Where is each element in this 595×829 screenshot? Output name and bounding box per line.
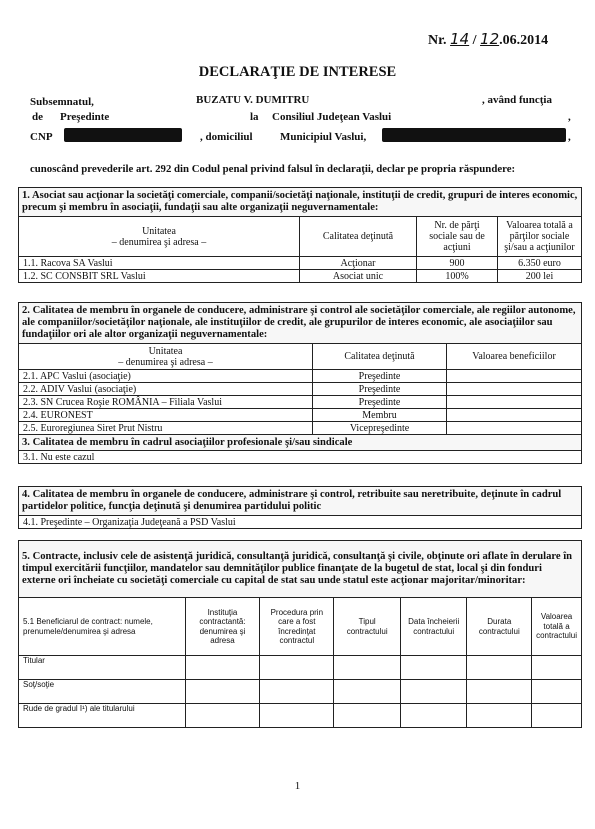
cnp-redaction [64,128,182,142]
subsemnatul-label: Subsemnatul, [30,96,94,108]
table-row [19,383,582,396]
domiciliul-value: Municipiul Vaslui, [280,131,367,143]
la-label: la [250,111,259,123]
s1-quality: Asociat unic [300,270,417,283]
section-4-title: 4. Calitatea de membru în organele de conducere, administrare şi control, retribuite sau neretribuite, deţinute în cadrul partidelor politice, funcţia deţinută şi denumirea partidului politic [19,487,582,516]
s5-col-procedure: Procedura prin care a fost încredinţat contractul [260,598,334,656]
s1-unit: 1.2. SC CONSBIT SRL Vaslui [19,270,300,283]
document-number [428,30,548,49]
s5-col-beneficiary: 5.1 Beneficiarul de contract: numele, prenumele/denumirea şi adresa [19,598,186,656]
address-redaction [382,128,566,142]
s2-quality: Preşedinte [313,396,447,409]
table-row [19,396,582,409]
s2-col-value: Valoarea beneficiilor [447,344,582,370]
document-title: DECLARAŢIE DE INTERESE [198,64,397,80]
table-row [19,422,582,435]
table-row [19,270,582,283]
table-row [19,451,582,464]
comma-2: , [568,131,571,143]
nr-day: 14 [450,30,470,48]
s2-quality: Vicepreşedinte [313,422,447,435]
s5-col-date: Data încheierii contractului [400,598,467,656]
de-label: de [32,111,43,123]
s2-unit: 2.4. EURONEST [19,409,313,422]
s2-col-quality: Calitatea deţinută [313,344,447,370]
intro-statement: cunoscând prevederile art. 292 din Codul penal privind falsul în declaraţii, declar pe propria răspundere: [30,163,516,175]
s1-value: 6.350 euro [498,257,582,270]
section-5-title: 5. Contracte, inclusiv cele de asistenţă juridică, consultanţă juridică, consultanţă şi civile, obţinute ori aflate în derulare în timpul exercitării funcţiilor, mandatelor sau demnităţilor publice finanţate de la bugetul de stat, local şi din fonduri externe ori încheiate cu societăţi comerciale cu capital de stat sau unde statul este acţionar majoritar/minoritar: [19,541,582,598]
s2-unit: 2.3. SN Crucea Roşie ROMÂNIA – Filiala Vaslui [19,396,313,409]
s5-row-label: Soţ/soţie [19,680,186,704]
s2-value [447,422,582,435]
s1-col-shares: Nr. de părţi sociale sau de acţiuni [417,217,498,257]
s2-value [447,383,582,396]
table-row [19,704,582,728]
table-row [19,409,582,422]
s5-row-label: Titular [19,656,186,680]
s3-row: 3.1. Nu este cazul [19,451,582,464]
nr-prefix: Nr. [428,33,447,48]
s2-unit: 2.1. APC Vaslui (asociaţie) [19,370,313,383]
s2-unit: 2.2. ADIV Vaslui (asociaţie) [19,383,313,396]
table-row [19,656,582,680]
declarant-function: Preşedinte [60,111,110,123]
s4-row: 4.1. Preşedinte – Organizaţia Judeţeană a PSD Vaslui [19,516,582,529]
section-2-title: 2. Calitatea de membru în organele de conducere, administrare şi control ale societăţilor comerciale, ale regiilor autonome, ale companiilor/societăţilor naţionale, ale instituţiilor de credit, ale grupurilor de interes economic, ale asociaţiilor sau fundaţiilor ori ale altor organizaţii neguvernamentale: [19,303,582,344]
cnp-label: CNP [30,131,53,143]
domiciliul-label: , domiciliul [200,131,253,143]
nr-sep: / [472,33,477,48]
s2-quality: Preşedinte [313,383,447,396]
s2-col-unit: Unitatea – denumirea şi adresa – [19,344,313,370]
section-4-table [18,486,582,529]
declarant-institution: Consiliul Judeţean Vaslui [272,111,392,123]
s2-quality: Membru [313,409,447,422]
s1-value: 200 lei [498,270,582,283]
comma-1: , [568,111,571,123]
table-row [19,257,582,270]
s5-col-value: Valoarea totală a contractului [532,598,582,656]
s1-quality: Acţionar [300,257,417,270]
section-1-title: 1. Asociat sau acţionar la societăţi comerciale, companii/societăţi naţionale, instituţii de credit, grupuri de interes economic, precum şi membru în asociaţii, fundaţii sau alte organizaţii neguvernamentale: [19,188,582,217]
s2-unit: 2.5. Euroregiunea Siret Prut Nistru [19,422,313,435]
declarant-name: BUZATU V. DUMITRU [196,94,310,106]
s1-col-quality: Calitatea deţinută [300,217,417,257]
s2-value [447,409,582,422]
s1-col-value: Valoarea totală a părţilor sociale şi/sau a acţiunilor [498,217,582,257]
s5-col-type: Tipul contractului [334,598,401,656]
nr-suffix: .06.2014 [499,33,549,48]
s1-shares: 100% [417,270,498,283]
section-5-table [18,540,582,728]
s5-row-label: Rude de gradul I¹) ale titularului [19,704,186,728]
section-3-title: 3. Calitatea de membru în cadrul asociaţiilor profesionale şi/sau sindicale [19,435,582,451]
table-row [19,680,582,704]
nr-month: 12 [480,30,500,48]
s5-col-duration: Durata contractului [467,598,532,656]
s2-value [447,396,582,409]
table-row [19,516,582,529]
s2-value [447,370,582,383]
s1-col-unit: Unitatea – denumirea şi adresa – [19,217,300,257]
s2-quality: Preşedinte [313,370,447,383]
s5-col-institution: Instituţia contractantă: denumirea şi adresa [185,598,259,656]
page-number: 1 [294,780,301,792]
table-row [19,370,582,383]
s1-unit: 1.1. Racova SA Vaslui [19,257,300,270]
section-2-table [18,302,582,464]
section-1-table [18,187,582,283]
s1-shares: 900 [417,257,498,270]
avand-functia-label: , având funcţia [482,94,552,106]
